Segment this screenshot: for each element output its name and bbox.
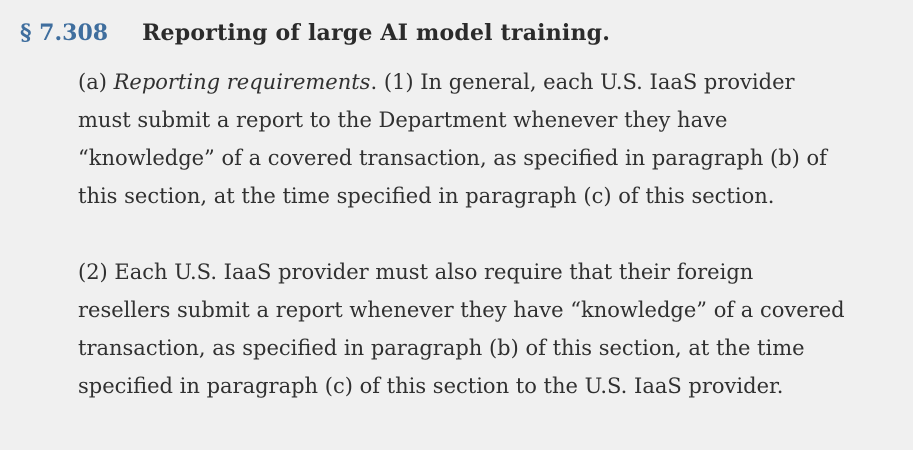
text-line xyxy=(78,63,868,101)
paragraph-a-label: (a) xyxy=(78,70,114,94)
text-line: this section, at the time specified in paragraph (c) of this section. xyxy=(78,184,775,208)
text-line: must submit a report to the Department whenever they have xyxy=(78,108,728,132)
section-number-link[interactable]: § 7.308 xyxy=(20,20,109,46)
text-line: “knowledge” of a covered transaction, as specified in paragraph (b) of xyxy=(78,146,827,170)
text-line: resellers submit a report whenever they have “knowledge” of a covered xyxy=(78,298,845,322)
text-line: specified in paragraph (c) of this section to the U.S. IaaS provider. xyxy=(78,374,784,398)
section-header xyxy=(0,0,913,49)
section-title: Reporting of large AI model training. xyxy=(142,20,611,46)
paragraph-a-italic-heading: Reporting requirements xyxy=(113,70,371,94)
section-body xyxy=(0,63,913,405)
paragraph-a-line1-rest: . (1) In general, each U.S. IaaS provider xyxy=(370,70,795,94)
paragraph-a xyxy=(78,63,868,215)
text-line: (2) Each U.S. IaaS provider must also require that their foreign xyxy=(78,260,754,284)
paragraph-a2 xyxy=(78,253,868,405)
text-line: transaction, as specified in paragraph (b) of this section, at the time xyxy=(78,336,805,360)
